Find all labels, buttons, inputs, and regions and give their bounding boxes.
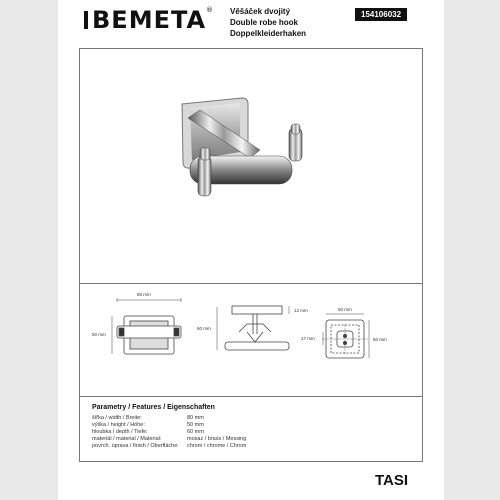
product-photo <box>150 80 350 210</box>
product-code: 154106032 <box>355 8 407 21</box>
param-row: výška / height / Höhe: 50 mm <box>92 422 204 428</box>
parameters-section <box>92 404 246 450</box>
param-row: povrch. úprava / finish / Oberfläche: chrom / chrome / Chrom <box>92 443 247 449</box>
side-height-label: 60 mm <box>197 326 211 331</box>
mount-plate-drawing <box>322 314 369 358</box>
front-view-drawing <box>112 298 181 354</box>
parameters-title: Parametry / Features / Eigenschaften <box>92 404 215 411</box>
series-name: TASI <box>375 472 409 489</box>
param-row: materiál / material / Material: mosaz / brass / Messing <box>92 436 247 442</box>
param-row: hloubka / depth / Tiefe: 60 mm <box>92 429 204 435</box>
front-height-label: 50 mm <box>92 332 106 337</box>
title-en: Double robe hook <box>230 18 298 27</box>
param-row: šířka / width / Breite: 80 mm <box>92 415 204 421</box>
brand-logo: BEMETA® <box>84 6 214 34</box>
side-view-drawing <box>217 306 289 350</box>
mount-width-label: 50 mm <box>338 307 352 312</box>
title-de: Doppelkleiderhaken <box>230 29 307 38</box>
technical-drawings <box>79 284 423 396</box>
params-divider <box>79 396 423 397</box>
side-top-label: 12 mm <box>294 308 308 313</box>
product-titles <box>230 6 306 39</box>
front-width-label: 80 mm <box>137 292 151 297</box>
mount-hole-label: 17 mm <box>301 336 315 341</box>
mount-height-label: 50 mm <box>373 337 387 342</box>
parameters-table <box>92 415 246 450</box>
title-cz: Věšáček dvojitý <box>230 7 291 16</box>
